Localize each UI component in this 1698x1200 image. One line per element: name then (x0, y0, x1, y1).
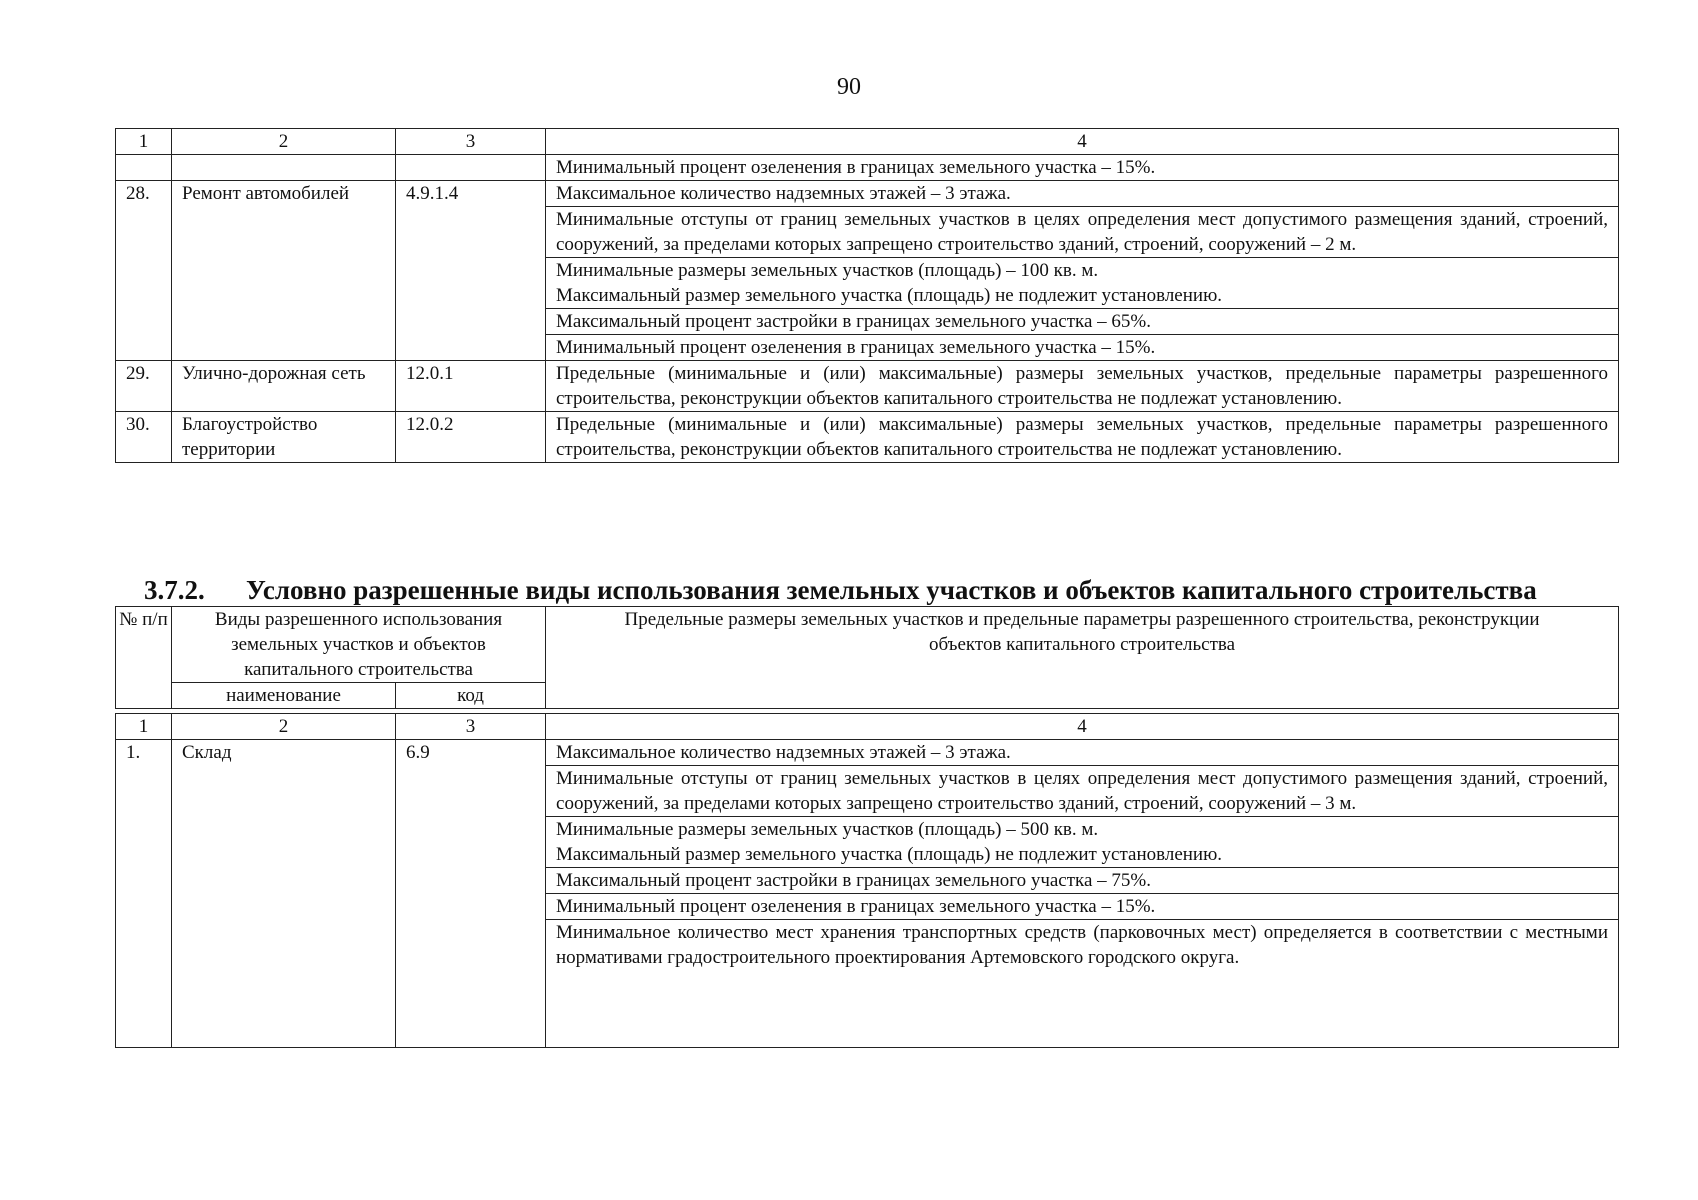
parameter-cell: Максимальное количество надземных этажей – 3 этажа. (546, 740, 1619, 766)
parameter-line: Минимальные размеры земельных участков (площадь) – 100 кв. м. (556, 260, 1099, 281)
table-row (116, 361, 1619, 412)
parameter-cell (546, 817, 1619, 868)
land-use-table-main (115, 128, 1619, 463)
section-title: Условно разрешенные виды использования земельных участков и объектов капитального строительства (246, 575, 1537, 605)
name-cell: Благоустройство территории (172, 412, 396, 463)
parameter-line: Минимальные размеры земельных участков (площадь) – 500 кв. м. (556, 819, 1099, 840)
parameter-cell: Предельные (минимальные и (или) максимальные) размеры земельных участков, предельные параметры разрешенного строительства, реконструкции объектов капитального строительства не подлежат установлению. (546, 361, 1619, 412)
parameter-cell: Минимальный процент озеленения в границах земельного участка – 15%. (546, 155, 1619, 181)
column-number-4: 4 (546, 129, 1619, 155)
parameter-line: Максимальный размер земельного участка (площадь) не подлежит установлению. (556, 285, 1223, 306)
column-number-1: 1 (116, 129, 172, 155)
table-row (116, 740, 1619, 766)
code-cell: 4.9.1.4 (396, 181, 546, 361)
section-number: 3.7.2. (144, 575, 205, 605)
code-cell (396, 155, 546, 181)
column-number-2: 2 (172, 714, 396, 740)
parameter-cell (546, 258, 1619, 309)
parameter-cell: Минимальный процент озеленения в границах земельного участка – 15%. (546, 335, 1619, 361)
parameter-cell: Максимальное количество надземных этажей – 3 этажа. (546, 181, 1619, 207)
code-cell: 12.0.2 (396, 412, 546, 463)
column-number-3: 3 (396, 129, 546, 155)
row-number-cell: 28. (116, 181, 172, 361)
parameter-cell: Предельные (минимальные и (или) максимальные) размеры земельных участков, предельные параметры разрешенного строительства, реконструкции объектов капитального строительства не подлежат установлению. (546, 412, 1619, 463)
column-number-2: 2 (172, 129, 396, 155)
types-header: Виды разрешенного использования земельных участков и объектов капитального строительства (172, 607, 546, 683)
parameter-line: Максимальный размер земельного участка (площадь) не подлежит установлению. (556, 844, 1223, 865)
parameter-cell: Минимальный процент озеленения в границах земельного участка – 15%. (546, 894, 1619, 920)
table-row (116, 181, 1619, 207)
name-cell (172, 155, 396, 181)
parameter-cell: Максимальный процент застройки в границах земельного участка – 75%. (546, 868, 1619, 894)
table-row (116, 412, 1619, 463)
column-number-row (116, 714, 1619, 740)
code-cell: 6.9 (396, 740, 546, 1048)
table-row (116, 155, 1619, 181)
column-number-4: 4 (546, 714, 1619, 740)
name-cell: Улично-дорожная сеть (172, 361, 396, 412)
code-cell: 12.0.1 (396, 361, 546, 412)
parameter-cell: Минимальные отступы от границ земельных участков в целях определения мест допустимого размещения зданий, строений, сооружений, за пределами которых запрещено строительство зданий, строений, сооружений – 2 м. (546, 207, 1619, 258)
section-heading (144, 574, 1624, 606)
row-number-cell: 29. (116, 361, 172, 412)
name-cell: Склад (172, 740, 396, 1048)
row-number-cell: 30. (116, 412, 172, 463)
table-header-row (116, 607, 1619, 683)
row-number-cell: 1. (116, 740, 172, 1048)
name-cell: Ремонт автомобилей (172, 181, 396, 361)
parameter-cell: Максимальный процент застройки в границах земельного участка – 65%. (546, 309, 1619, 335)
column-number-1: 1 (116, 714, 172, 740)
name-column-header: наименование (172, 683, 396, 709)
conditional-land-use-table (115, 606, 1619, 1048)
row-number-cell (116, 155, 172, 181)
parameter-cell: Минимальные отступы от границ земельных участков в целях определения мест допустимого размещения зданий, строений, сооружений, за пределами которых запрещено строительство зданий, строений, сооружений – 3 м. (546, 766, 1619, 817)
number-header: № п/п (116, 607, 172, 709)
parameter-cell: Минимальное количество мест хранения транспортных средств (парковочных мест) определяется в соответствии с местными нормативами градостроительного проектирования Артемовского городского округа. (546, 920, 1619, 1048)
parameters-header: Предельные размеры земельных участков и предельные параметры разрешенного строительства, реконструкции объектов капитального строительства (546, 607, 1619, 709)
page-number: 90 (837, 74, 861, 100)
column-number-row (116, 129, 1619, 155)
column-number-3: 3 (396, 714, 546, 740)
code-column-header: код (396, 683, 546, 709)
